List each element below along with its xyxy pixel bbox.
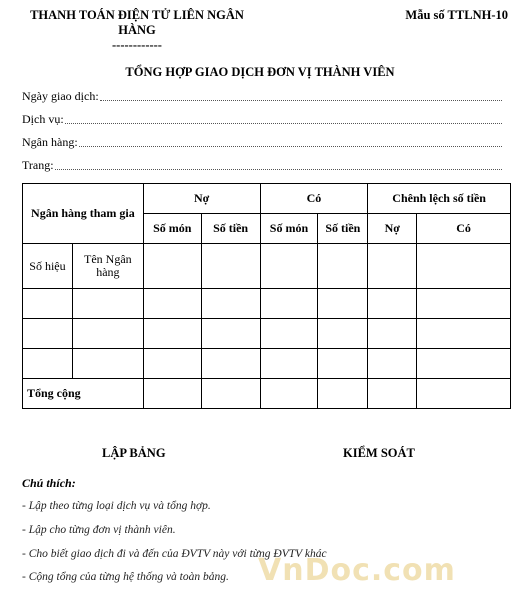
- table-cell: [260, 244, 318, 289]
- table-cell: [23, 289, 73, 319]
- header-bank-code: Số hiệu: [23, 244, 73, 289]
- table-cell: [143, 349, 201, 379]
- table-row: [23, 349, 511, 379]
- table-cell: [23, 319, 73, 349]
- table-cell: [23, 349, 73, 379]
- field-label: Trang:: [22, 158, 54, 172]
- dotted-fill-line: [55, 169, 502, 170]
- note-item: - Lập theo từng loại dịch vụ và tổng hợp.: [22, 500, 211, 512]
- table-cell: [260, 289, 318, 319]
- header-diff-credit: Có: [417, 214, 511, 244]
- note-item: - Cộng tổng của từng hệ thống và toàn bảng.: [22, 571, 229, 583]
- signature-prepared-by: LẬP BẢNG: [102, 446, 166, 460]
- table-cell: [318, 379, 368, 409]
- table-cell: [318, 349, 368, 379]
- table-cell: [72, 349, 143, 379]
- table-cell: [201, 379, 260, 409]
- table-cell: [143, 379, 201, 409]
- table-cell: [368, 349, 417, 379]
- table-cell: [417, 244, 511, 289]
- table-cell: [72, 319, 143, 349]
- table-row: [23, 289, 511, 319]
- issuer-underline: ------------: [112, 38, 162, 52]
- transaction-summary-table: [22, 183, 511, 409]
- table-cell: [318, 289, 368, 319]
- table-cell: [417, 289, 511, 319]
- table-cell: [201, 244, 260, 289]
- table-cell: [318, 244, 368, 289]
- table-cell: [260, 319, 318, 349]
- table-cell: [368, 289, 417, 319]
- table-cell: [417, 349, 511, 379]
- form-number: Mẫu số TTLNH-10: [405, 8, 508, 22]
- table-cell: [260, 349, 318, 379]
- dotted-fill-line: [79, 146, 502, 147]
- table-cell: [143, 244, 201, 289]
- field-bank: [22, 134, 502, 150]
- table-column-label-row: [23, 244, 511, 289]
- table-cell: [143, 319, 201, 349]
- table-cell: [260, 379, 318, 409]
- issuer-line-2: HÀNG: [118, 23, 156, 37]
- header-credit: Có: [260, 184, 368, 214]
- header-debit: Nợ: [143, 184, 260, 214]
- field-service: [22, 111, 502, 127]
- table-cell: [368, 319, 417, 349]
- header-credit-amount: Số tiền: [318, 214, 368, 244]
- dotted-fill-line: [100, 100, 502, 101]
- field-label: Dịch vụ:: [22, 112, 64, 126]
- table-row: [23, 319, 511, 349]
- signature-controlled-by: KIỂM SOÁT: [343, 446, 415, 460]
- header-participating-banks: Ngân hàng tham gia: [23, 184, 144, 244]
- table-cell: [368, 379, 417, 409]
- table-header-row: [23, 184, 511, 214]
- issuer-heading: [22, 8, 252, 53]
- issuer-line-1: THANH TOÁN ĐIỆN TỬ LIÊN NGÂN: [30, 8, 244, 22]
- table-cell: [368, 244, 417, 289]
- header-credit-count: Số món: [260, 214, 318, 244]
- document-title: TỔNG HỢP GIAO DỊCH ĐƠN VỊ THÀNH VIÊN: [125, 65, 395, 79]
- table-cell: [417, 379, 511, 409]
- note-item: - Cho biết giao dịch đi và đến của ĐVTV này với từng ĐVTV khác: [22, 548, 327, 560]
- header-debit-count: Số món: [143, 214, 201, 244]
- table-cell: [318, 319, 368, 349]
- total-label: Tổng cộng: [23, 379, 144, 409]
- field-label: Ngày giao dịch:: [22, 89, 99, 103]
- notes-title: Chú thích:: [22, 476, 76, 490]
- table-cell: [417, 319, 511, 349]
- header-amount-difference: Chênh lệch số tiền: [368, 184, 511, 214]
- header-bank-name: Tên Ngân hàng: [72, 244, 143, 289]
- header-debit-amount: Số tiền: [201, 214, 260, 244]
- site-watermark: VnDoc.com: [258, 553, 456, 588]
- field-label: Ngân hàng:: [22, 135, 78, 149]
- table-cell: [201, 319, 260, 349]
- dotted-fill-line: [65, 123, 502, 124]
- header-diff-debit: Nợ: [368, 214, 417, 244]
- table-cell: [72, 289, 143, 319]
- table-cell: [201, 289, 260, 319]
- table-total-row: [23, 379, 511, 409]
- table-cell: [201, 349, 260, 379]
- table-cell: [143, 289, 201, 319]
- field-page: [22, 157, 502, 173]
- field-transaction-date: [22, 88, 502, 104]
- note-item: - Lập cho từng đơn vị thành viên.: [22, 524, 176, 536]
